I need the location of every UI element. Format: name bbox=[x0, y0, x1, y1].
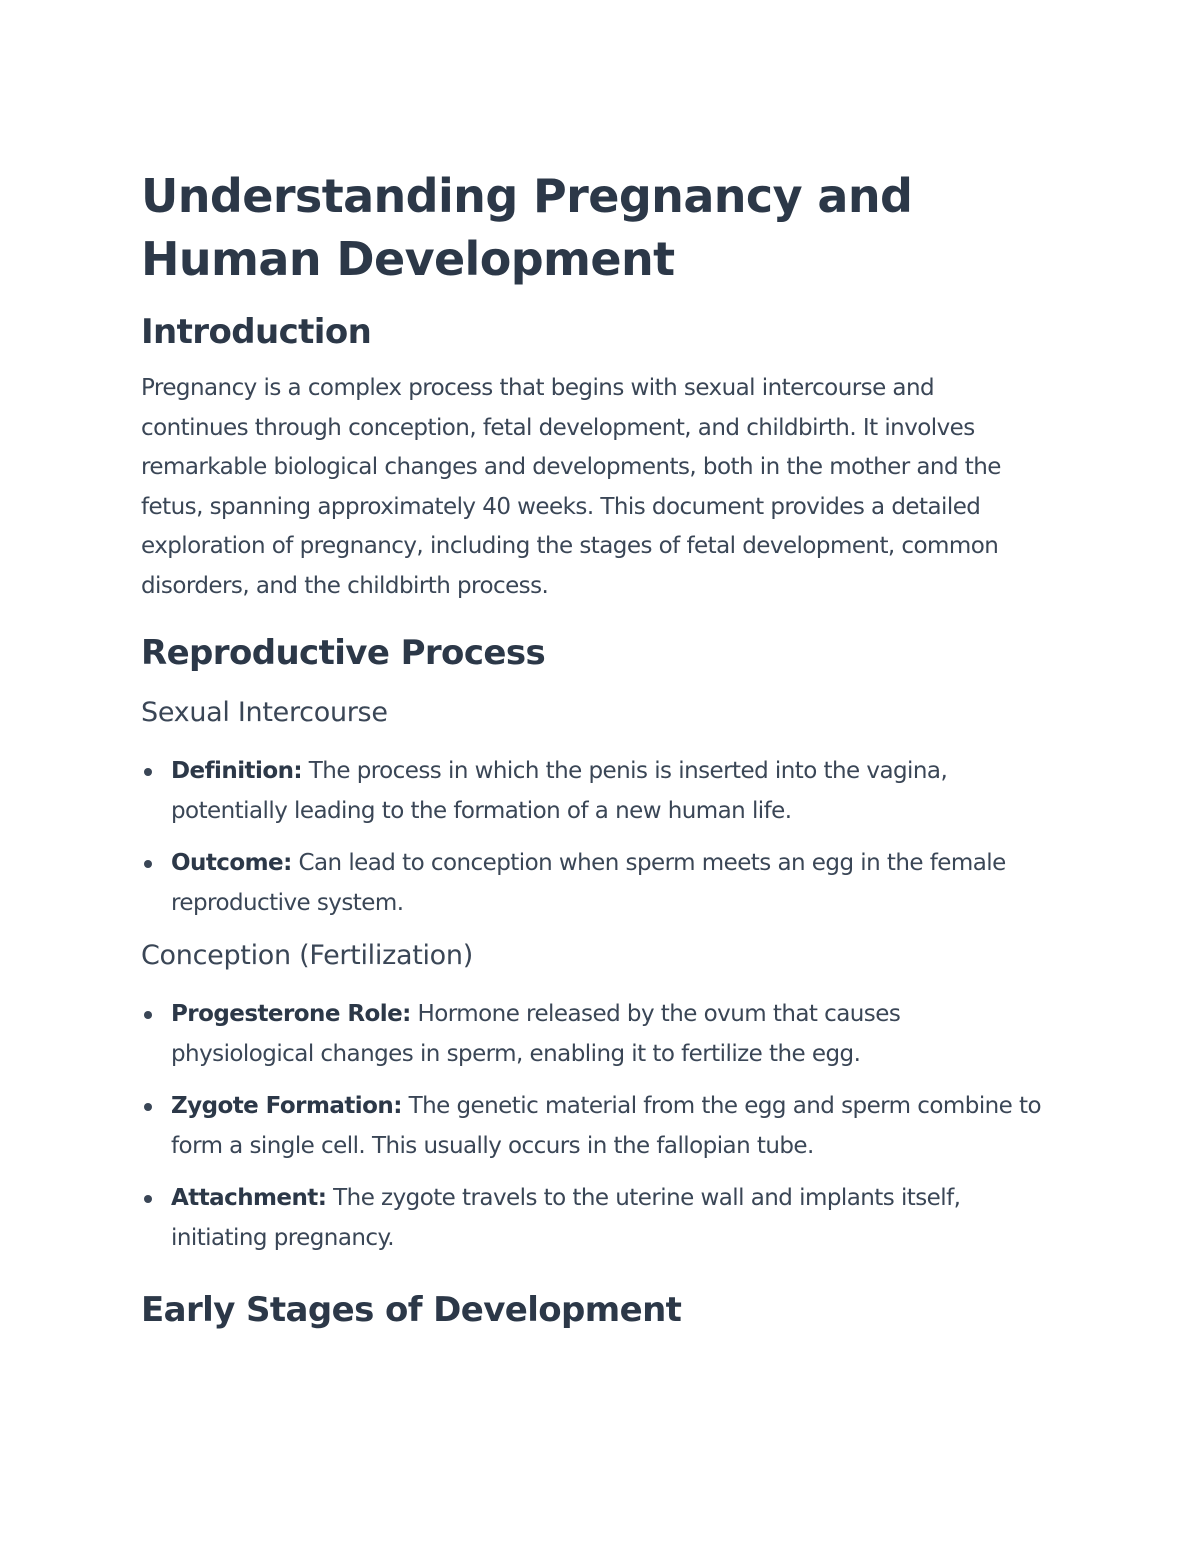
list-item bbox=[141, 844, 1046, 923]
early-stages-heading: Early Stages of Development bbox=[141, 1290, 682, 1330]
introduction-heading: Introduction bbox=[141, 312, 372, 352]
page-title: Understanding Pregnancy and Human Development bbox=[141, 169, 913, 286]
sexual-intercourse-list bbox=[141, 752, 1046, 923]
bullet-icon bbox=[144, 1195, 152, 1203]
list-item-term: Zygote Formation: bbox=[171, 1093, 402, 1119]
list-item-text: The zygote travels to the uterine wall and implants itself, initiating pregnancy. bbox=[171, 1185, 961, 1251]
bullet-icon bbox=[144, 860, 152, 868]
list-item-text: Can lead to conception when sperm meets an egg in the female reproductive system. bbox=[171, 850, 1006, 916]
sexual-intercourse-subheading: Sexual Intercourse bbox=[141, 697, 388, 728]
list-item bbox=[141, 995, 1046, 1074]
list-item-term: Outcome: bbox=[171, 850, 292, 876]
reproductive-process-heading: Reproductive Process bbox=[141, 633, 546, 673]
list-item bbox=[141, 752, 1046, 831]
bullet-icon bbox=[144, 768, 152, 776]
conception-subheading: Conception (Fertilization) bbox=[141, 940, 473, 971]
list-item-term: Definition: bbox=[171, 758, 303, 784]
list-item-text: The process in which the penis is inserted into the vagina, potentially leading to the formation of a new human life. bbox=[171, 758, 948, 824]
bullet-icon bbox=[144, 1103, 152, 1111]
list-item-text: Hormone released by the ovum that causes physiological changes in sperm, enabling it to fertilize the egg. bbox=[171, 1001, 901, 1067]
list-item bbox=[141, 1179, 1046, 1258]
introduction-paragraph: Pregnancy is a complex process that begins with sexual intercourse and continues through conception, fetal development, and childbirth. It involves remarkable biological changes and developments, both in the mother and the fetus, spanning approximately 40 weeks. This document provides a detailed exploration of pregnancy, including the stages of fetal development, common disorders, and the childbirth process. bbox=[141, 375, 1001, 599]
list-item-term: Attachment: bbox=[171, 1185, 327, 1211]
document-page bbox=[141, 165, 1046, 1332]
conception-list bbox=[141, 995, 1046, 1258]
list-item-term: Progesterone Role: bbox=[171, 1001, 411, 1027]
list-item bbox=[141, 1087, 1046, 1166]
bullet-icon bbox=[144, 1011, 152, 1019]
list-item-text: The genetic material from the egg and sperm combine to form a single cell. This usually occurs in the fallopian tube. bbox=[171, 1093, 1042, 1159]
